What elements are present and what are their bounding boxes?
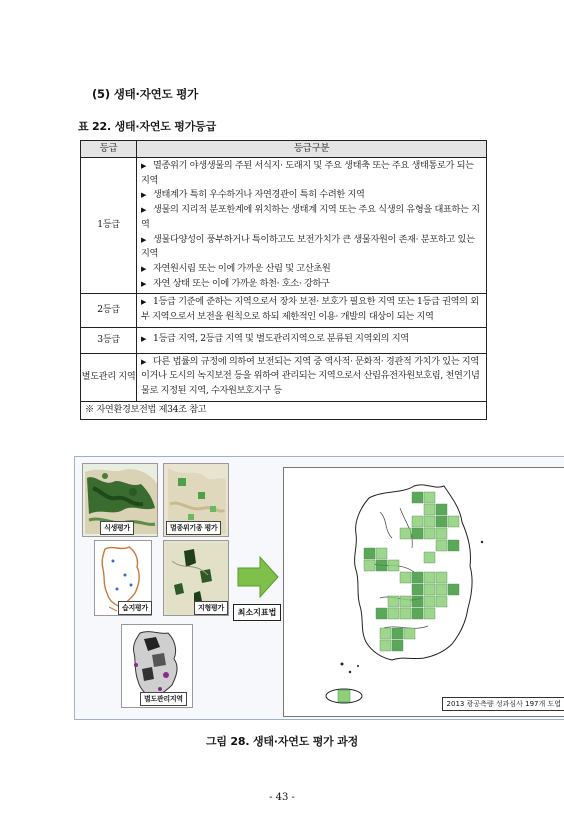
classification-cell (137, 158, 487, 294)
classification-cell (137, 294, 487, 327)
grade-grid-cell (380, 628, 391, 639)
grade-grid-cell (436, 572, 447, 583)
grade-grid-cell (412, 528, 423, 539)
grade-cell: 1등급 (81, 158, 137, 294)
grade-grid-cell (392, 628, 403, 639)
triangle-bullet-icon: ▶ (141, 298, 147, 307)
source-label: 2013 광공측량 성과심사 197개 도엽 (442, 697, 564, 711)
triangle-bullet-icon: ▶ (141, 335, 147, 344)
grade-grid-cell (436, 540, 447, 551)
grade-grid-cell (400, 608, 411, 619)
triangle-bullet-icon: ▶ (141, 235, 147, 244)
table-note-row (81, 401, 487, 419)
list-item: ▶ 자연원시림 또는 이에 가까운 산림 및 고산초원 (141, 262, 483, 277)
grade-cell: 별도관리 지역 (81, 353, 137, 401)
grade-grid-cell (424, 584, 435, 595)
grade-grid-cell (376, 608, 387, 619)
grade-grid-cell (400, 572, 411, 583)
list-item: ▶ 자연 상태 또는 이에 가까운 하천· 호소· 강하구 (141, 277, 483, 292)
list-item: ▶ 다른 법률의 규정에 의하여 보전되는 지역 중 역사적· 문화적· 경관적 가치가 있는 지역이거나 도시의 녹지보전 등을 위하여 관리되는 지역으로서 산림유전자원보호림, 천연기념물로 지정된 지역, 수자원보호지구 등 (141, 355, 480, 397)
triangle-bullet-icon: ▶ (141, 162, 147, 170)
grade-grid-cell (412, 492, 423, 503)
grade-grid-cell (388, 596, 399, 607)
grade-grid-cell (436, 528, 447, 539)
grade-grid-cell (424, 528, 435, 539)
table-caption: 표 22. 생태·자연도 평가등급 (78, 120, 217, 133)
triangle-bullet-icon: ▶ (141, 279, 147, 288)
table-row (81, 294, 487, 327)
grade-grid-cell (400, 596, 411, 607)
triangle-bullet-icon: ▶ (141, 206, 147, 215)
grade-grid-cell (424, 516, 435, 527)
list-item: ▶ 생태계가 특히 우수하거나 자연경관이 특히 수려한 지역 (141, 188, 483, 203)
grade-grid-cell (404, 628, 415, 639)
figure-caption: 그림 28. 생태·자연도 평가 과정 (205, 735, 359, 748)
grade-grid-cell (412, 596, 423, 607)
grade-grid-cell (436, 596, 447, 607)
grade-grid-cell (364, 560, 375, 571)
grade-grid-cell (388, 560, 399, 571)
arrow-right-icon (236, 555, 280, 599)
grade-grid-cell (388, 608, 399, 619)
triangle-bullet-icon: ▶ (141, 264, 147, 273)
section-heading: (5) 생태·자연도 평가 (92, 87, 199, 101)
grade-grid-cell (412, 572, 423, 583)
list-item: ▶ 생물의 지리적 분포한계에 위치하는 생태계 지역 또는 주요 식생의 유형을 대표하는 지역 (141, 204, 480, 230)
grade-grid-cell (448, 540, 459, 551)
separate-management-label: 별도관리지역 (140, 692, 187, 706)
grade-grid-cell (424, 572, 435, 583)
grade-table (80, 140, 487, 420)
triangle-bullet-icon: ▶ (141, 191, 147, 200)
grade-grid-cell (436, 516, 447, 527)
list-item: ▶ 1등급 기준에 준하는 지역으로서 장차 보전· 보호가 필요한 지역 또는 1등급 권역의 외부 지역으로서 보전을 원칙으로 하되 제한적인 이용· 개발의 대상이 되는 지역 (141, 296, 479, 323)
grade-grid-cell (436, 504, 447, 515)
grade-grid-cell (412, 516, 423, 527)
grade-grid-cell (424, 504, 435, 515)
triangle-bullet-icon: ▶ (141, 357, 147, 366)
wetland-label: 습지평가 (118, 601, 152, 615)
minimum-index-label: 최소지표법 (233, 604, 281, 621)
classification-cell (137, 353, 487, 401)
grade-cell: 2등급 (81, 294, 137, 327)
grade-grid-cell (412, 584, 423, 595)
endangered-species-label: 멸종위기종 평가 (166, 521, 221, 535)
grade-grid-cell (392, 640, 403, 651)
grade-grid-cell (400, 528, 411, 539)
table-note: ※ 자연환경보전법 제34조 참고 (81, 401, 487, 419)
korea-grade-map-image (283, 467, 564, 717)
table-row (81, 327, 487, 353)
grade-grid-cell (424, 492, 435, 503)
grade-grid-cell (412, 608, 423, 619)
grade-cell: 3등급 (81, 327, 137, 353)
table-row (81, 158, 487, 294)
grade-grid-cell (376, 548, 387, 559)
table-header-row (81, 141, 487, 158)
page-number: - 43 - (269, 792, 295, 803)
header-grade: 등급 (81, 141, 137, 158)
terrain-label: 지형평가 (194, 601, 228, 615)
list-item: ▶ 1등급 지역, 2등급 지역 및 별도관리지역으로 분류된 지역외의 지역 (141, 332, 483, 347)
list-item: ▶ 생물다양성이 풍부하거나 특이하고도 보전가치가 큰 생물자원이 존재· 분포하고 있는 지역 (141, 233, 475, 260)
grade-grid-cell (448, 516, 459, 527)
grade-grid-cell (436, 584, 447, 595)
grade-grid-cell (364, 548, 375, 559)
grade-grid-cell (424, 552, 435, 563)
table-row (81, 353, 487, 401)
header-classification: 등급구분 (137, 141, 487, 158)
list-item: ▶ 멸종위기 야생생물의 주된 서식지· 도래지 및 주요 생태축 또는 주요 생태통로가 되는 지역 (141, 160, 474, 186)
grade-grid-cell (424, 608, 435, 619)
grade-grid-cell (424, 596, 435, 607)
vegetation-label: 식생평가 (100, 521, 134, 535)
grade-grid-cell (380, 640, 391, 651)
grade-grid-cell (376, 560, 387, 571)
classification-cell (137, 327, 487, 353)
grade-grid-cell (448, 584, 459, 595)
